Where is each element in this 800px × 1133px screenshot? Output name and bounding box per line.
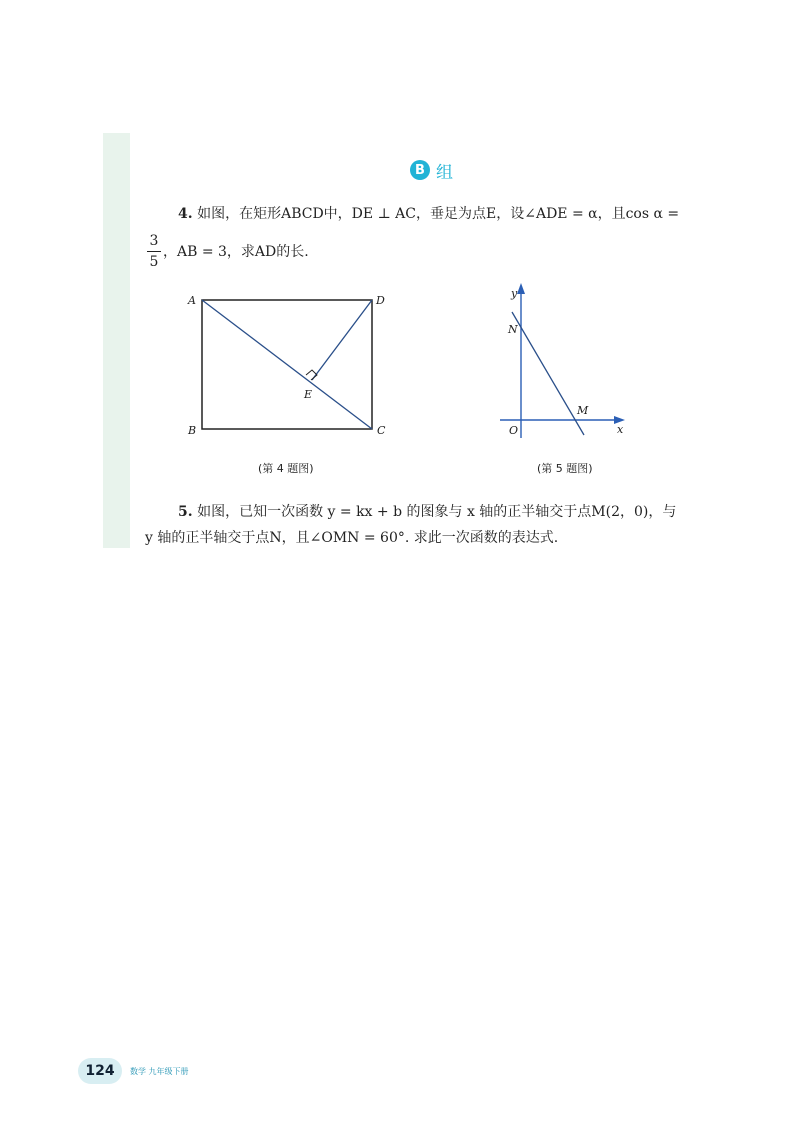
label-b: B <box>188 424 197 437</box>
fraction-three-fifths <box>147 232 161 271</box>
figure-5-caption: (第 5 题图) <box>537 462 593 475</box>
label-n: N <box>508 323 518 336</box>
label-e: E <box>304 388 313 401</box>
fraction-denominator: 5 <box>149 254 159 270</box>
label-d: D <box>376 294 385 307</box>
problem-5-line-1 <box>178 502 676 522</box>
figure-5-axes <box>495 280 635 445</box>
figure-4-rectangle <box>180 288 400 448</box>
label-c: C <box>377 424 386 437</box>
problem-4-text-1: 如图，在矩形ABCD中，DE ⊥ AC，垂足为点E，设∠ADE = α，且cos α = <box>197 206 680 222</box>
figure-4-caption: (第 4 题图) <box>258 462 314 475</box>
problem-5-number: 5. <box>178 504 193 520</box>
problem-4-line-1 <box>178 204 679 224</box>
line-mn <box>512 312 584 435</box>
fraction-numerator: 3 <box>149 233 159 249</box>
page-number: 124 <box>78 1058 122 1084</box>
problem-4-number: 4. <box>178 206 193 222</box>
group-heading <box>410 158 453 182</box>
label-o: O <box>509 424 519 437</box>
problem-4-line-2: ，AB = 3，求AD的长. <box>163 244 309 260</box>
margin-strip <box>103 133 130 548</box>
label-a: A <box>188 294 196 307</box>
group-badge: B <box>410 160 430 180</box>
diagonal-ac <box>202 300 372 429</box>
label-x: x <box>617 423 624 436</box>
problem-5-text-1: 如图，已知一次函数 y = kx + b 的图象与 x 轴的正半轴交于点M(2，0)，与 <box>197 504 677 520</box>
label-m: M <box>577 404 589 417</box>
book-title: 数学 九年级下册 <box>130 1066 189 1076</box>
group-word: 组 <box>436 162 453 183</box>
problem-5-line-2: y 轴的正半轴交于点N，且∠OMN = 60°. 求此一次函数的表达式. <box>145 530 559 546</box>
segment-de <box>312 300 372 380</box>
page-footer <box>78 1058 189 1084</box>
y-axis-arrow <box>517 283 525 294</box>
label-y: y <box>511 287 518 300</box>
